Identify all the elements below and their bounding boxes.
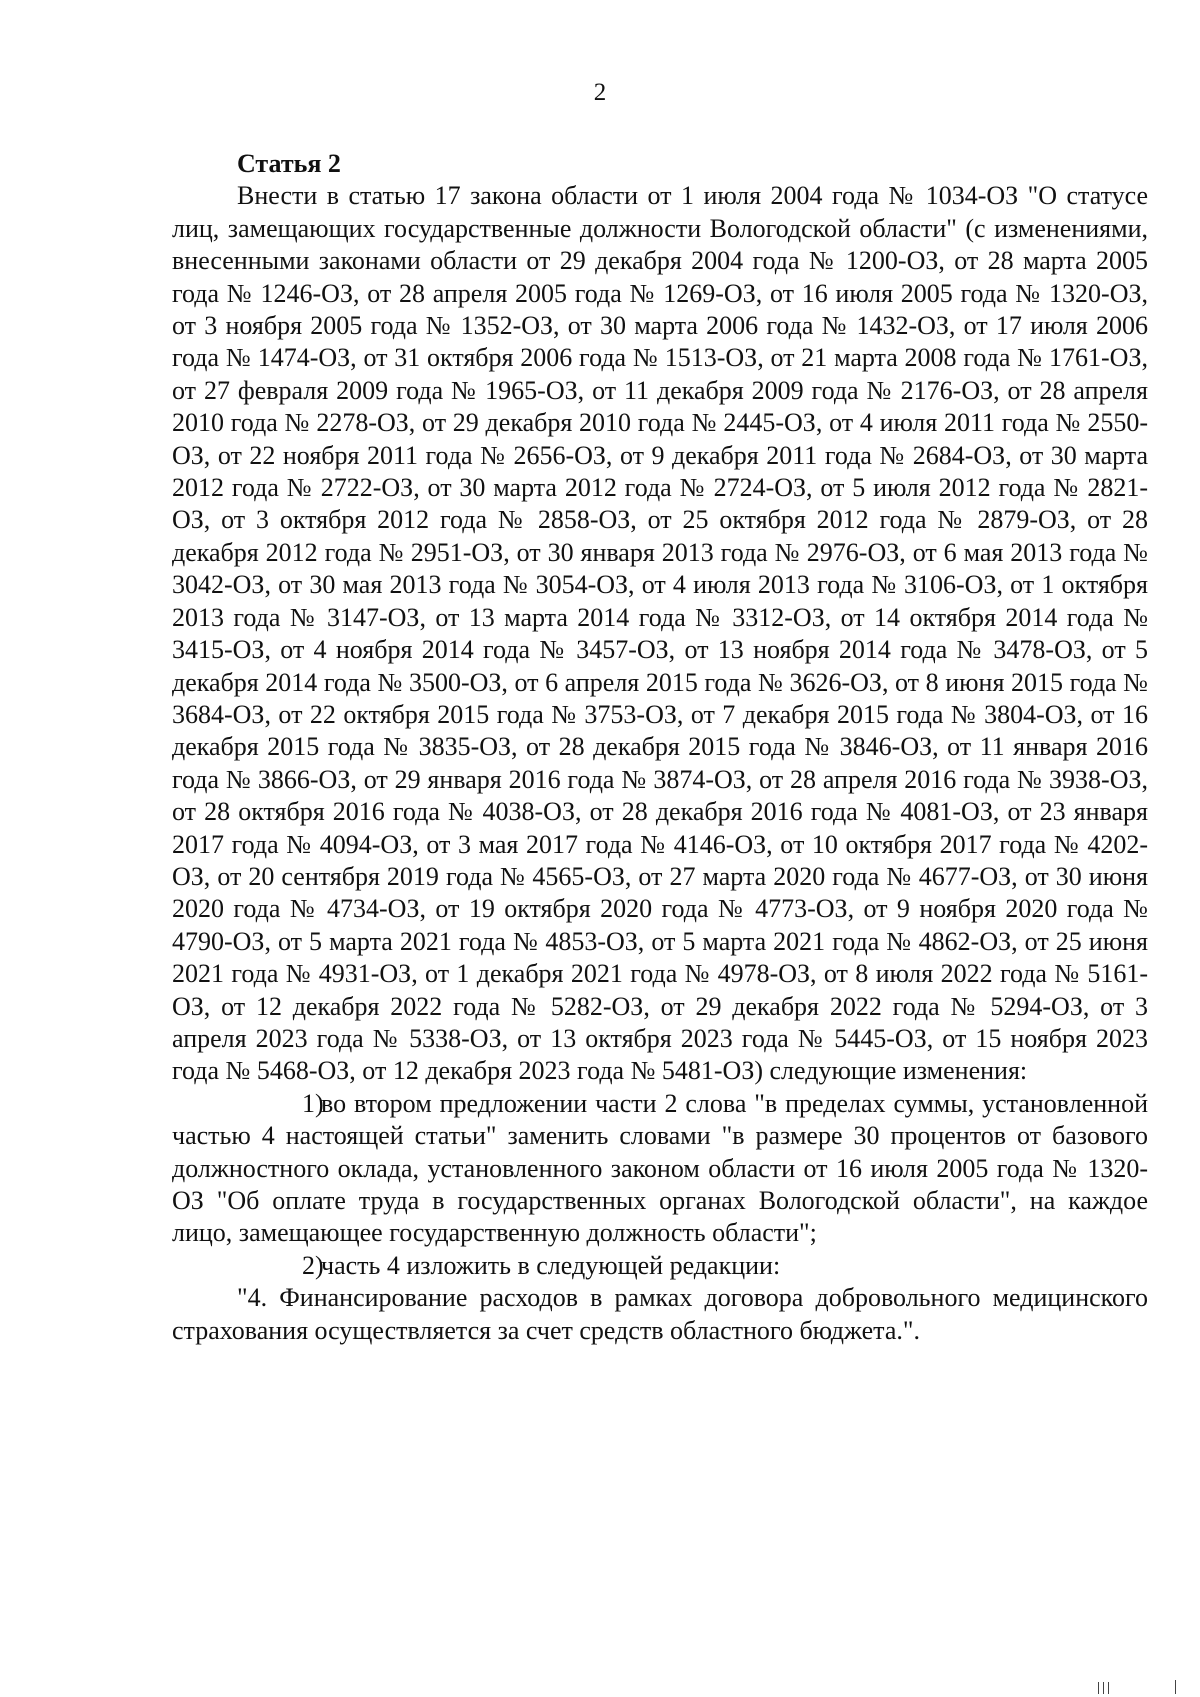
list-item-2 <box>172 1250 1148 1282</box>
list-item-1-text: во втором предложении части 2 слова "в пределах суммы, установленной частью 4 настоящей статьи" заменить словами "в размере 30 процентов от базового должностного оклада, установленного законом области от 16 июля 2005 года № 1320-ОЗ "Об оплате труда в государственных органах Вологодской области", на каждое лицо, замещающее государственную должность области"; <box>172 1088 1148 1248</box>
scan-artifact <box>1098 1682 1099 1694</box>
document-body <box>172 148 1148 1347</box>
scan-artifact <box>1103 1682 1104 1694</box>
scan-artifact <box>1108 1682 1109 1694</box>
list-item-1 <box>172 1088 1148 1250</box>
list-item-1-number: 1) <box>302 1088 324 1118</box>
article-title: Статья 2 <box>237 149 341 178</box>
list-item-2-text: часть 4 изложить в следующей редакции: <box>321 1250 781 1280</box>
page-number: 2 <box>593 79 607 106</box>
quoted-paragraph: "4. Финансирование расходов в рамках договора добровольного медицинского страхования осуществляется за счет средств областного бюджета.". <box>172 1283 1148 1345</box>
intro-paragraph: Внести в статью 17 закона области от 1 июля 2004 года № 1034-ОЗ "О статусе лиц, замещающих государственные должности Вологодской области" (с изменениями, внесенными законами области от 29 декабря 2004 года № 1200-ОЗ, от 28 марта 2005 года № 1246-ОЗ, от 28 апреля 2005 года № 1269-ОЗ, от 16 июля 2005 года № 1320-ОЗ, от 3 ноября 2005 года № 1352-ОЗ, от 30 марта 2006 года № 1432-ОЗ, от 17 июля 2006 года № 1474-ОЗ, от 31 октября 2006 года № 1513-ОЗ, от 21 марта 2008 года № 1761-ОЗ, от 27 февраля 2009 года № 1965-ОЗ, от 11 декабря 2009 года № 2176-ОЗ, от 28 апреля 2010 года № 2278-ОЗ, от 29 декабря 2010 года № 2445-ОЗ, от 4 июля 2011 года № 2550-ОЗ, от 22 ноября 2011 года № 2656-ОЗ, от 9 декабря 2011 года № 2684-ОЗ, от 30 марта 2012 года № 2722-ОЗ, от 30 марта 2012 года № 2724-ОЗ, от 5 июля 2012 года № 2821-ОЗ, от 3 октября 2012 года № 2858-ОЗ, от 25 октября 2012 года № 2879-ОЗ, от 28 декабря 2012 года № 2951-ОЗ, от 30 января 2013 года № 2976-ОЗ, от 6 мая 2013 года № 3042-ОЗ, от 30 мая 2013 года № 3054-ОЗ, от 4 июля 2013 года № 3106-ОЗ, от 1 октября 2013 года № 3147-ОЗ, от 13 марта 2014 года № 3312-ОЗ, от 14 октября 2014 года № 3415-ОЗ, от 4 ноября 2014 года № 3457-ОЗ, от 13 ноября 2014 года № 3478-ОЗ, от 5 декабря 2014 года № 3500-ОЗ, от 6 апреля 2015 года № 3626-ОЗ, от 8 июня 2015 года № 3684-ОЗ, от 22 октября 2015 года № 3753-ОЗ, от 7 декабря 2015 года № 3804-ОЗ, от 16 декабря 2015 года № 3835-ОЗ, от 28 декабря 2015 года № 3846-ОЗ, от 11 января 2016 года № 3866-ОЗ, от 29 января 2016 года № 3874-ОЗ, от 28 апреля 2016 года № 3938-ОЗ, от 28 октября 2016 года № 4038-ОЗ, от 28 декабря 2016 года № 4081-ОЗ, от 23 января 2017 года № 4094-ОЗ, от 3 мая 2017 года № 4146-ОЗ, от 10 октября 2017 года № 4202-ОЗ, от 20 сентября 2019 года № 4565-ОЗ, от 27 марта 2020 года № 4677-ОЗ, от 30 июня 2020 года № 4734-ОЗ, от 19 октября 2020 года № 4773-ОЗ, от 9 ноября 2020 года № 4790-ОЗ, от 5 марта 2021 года № 4853-ОЗ, от 5 марта 2021 года № 4862-ОЗ, от 25 июня 2021 года № 4931-ОЗ, от 1 декабря 2021 года № 4978-ОЗ, от 8 июля 2022 года № 5161-ОЗ, от 12 декабря 2022 года № 5282-ОЗ, от 29 декабря 2022 года № 5294-ОЗ, от 3 апреля 2023 года № 5338-ОЗ, от 13 октября 2023 года № 5445-ОЗ, от 15 ноября 2023 года № 5468-ОЗ, от 12 декабря 2023 года № 5481-ОЗ) следующие изменения: <box>172 181 1148 1086</box>
list-item-2-number: 2) <box>302 1250 324 1280</box>
scan-artifact <box>1175 1680 1176 1694</box>
